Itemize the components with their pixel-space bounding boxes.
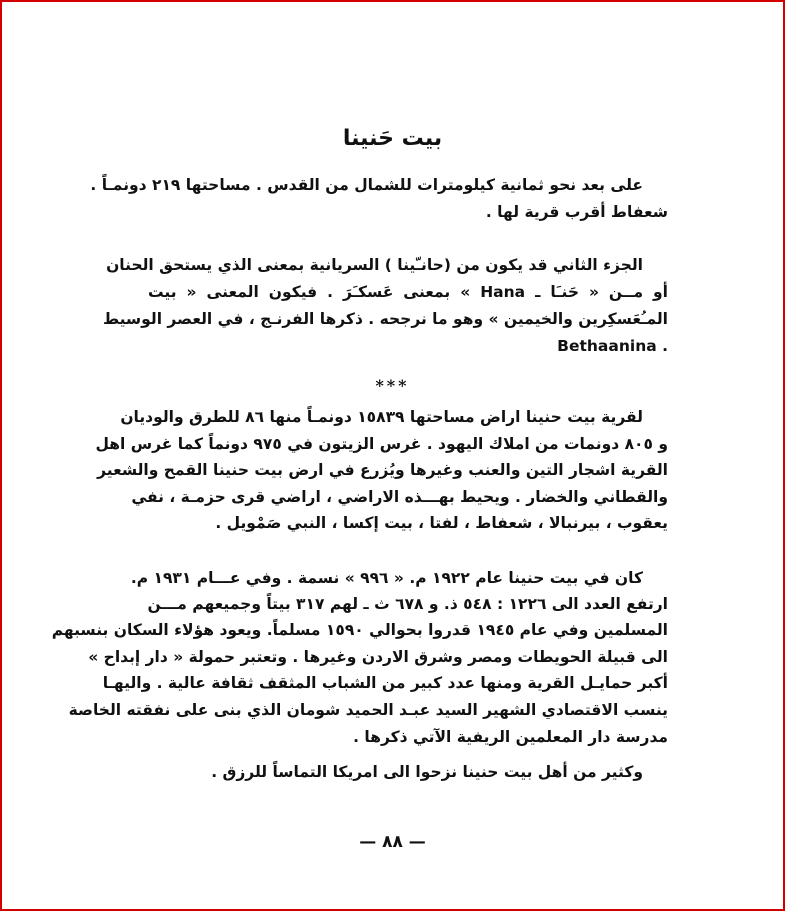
text-line: القرية اشجار التين والعنب وغيرها ويُزرع في ارض بيت حنينا القمح والشعير	[97, 461, 668, 479]
text-line: كان في بيت حنينا عام ١٩٢٢ م. « ٩٩٦ » نسمة . وفي عـــام ١٩٣١ م.	[130, 569, 643, 587]
text-line: شعفاط أقرب قرية لها .	[485, 203, 668, 221]
text-line: والقطاني والخضار . ويحيط بهـــذه الاراضي ، اراضي قرى حزمـة ، نفي	[131, 488, 668, 506]
text-line: ارتفع العدد الى ١٢٢٦ : ٥٤٨ ذ. و ٦٧٨ ث ـ لهم ٣١٧ بيتاً وجميعهم مـــن	[147, 595, 668, 613]
text-line: أكبر حمايـل القرية ومنها عدد كبير من الشباب المثقف ثقافة عالية . واليهـا	[102, 674, 668, 692]
text-line: . Bethaanina	[557, 337, 668, 355]
text-line: و ٨٠٥ دونمات من املاك اليهود . غرس الزيتون في ٩٧٥ دونماً كما غرس اهل	[95, 435, 668, 453]
text-line: لقرية بيت حنينا اراض مساحتها ١٥٨٣٩ دونمـاً منها ٨٦ للطرق والوديان	[120, 408, 643, 426]
text-line: وكثير من أهل بيت حنينا نزحوا الى امريكا التماساً للرزق .	[211, 763, 643, 781]
page-number: — ٨٨ —	[359, 832, 426, 852]
page-title: بيت حَنينا	[342, 126, 443, 151]
text-line: أو مــن « حَنـَا ـ Hana » بمعنى عَسكـَرَ . فيكون المعنى « بيت	[148, 283, 668, 301]
text-line: يعقوب ، بيرنبالا ، شعفاط ، لفتا ، بيت إكسا ، النبي صَمْويل .	[215, 514, 668, 532]
text-line: المسلمين وفي عام ١٩٤٥ قدروا بحوالي ١٥٩٠ مسلماً. ويعود هؤلاء السكان بنسبهم	[51, 621, 668, 639]
section-separator: ***	[375, 376, 410, 395]
text-line: ينسب الاقتصادي الشهير السيد عبـد الحميد شومان الذي بنى على نفقته الخاصة	[68, 701, 668, 719]
text-line: الجزء الثاني قد يكون من (حانـّينا ) السريانية بمعنى الذي يستحق الحنان	[106, 256, 643, 274]
text-line: مدرسة دار المعلمين الريفية الآتي ذكرها .	[353, 728, 668, 746]
text-line: الى قبيلة الحويطات ومصر وشرق الاردن وغيرها . وتعتبر حمولة « دار إبداح »	[88, 648, 668, 666]
text-line: على بعد نحو ثمانية كيلومترات للشمال من القدس . مساحتها ٢١٩ دونمـاً .	[90, 176, 643, 194]
text-line: المـُعَسكِرين والخيمين » وهو ما نرجحه . ذكرها الفرنـج ، في العصر الوسيط	[102, 310, 668, 328]
